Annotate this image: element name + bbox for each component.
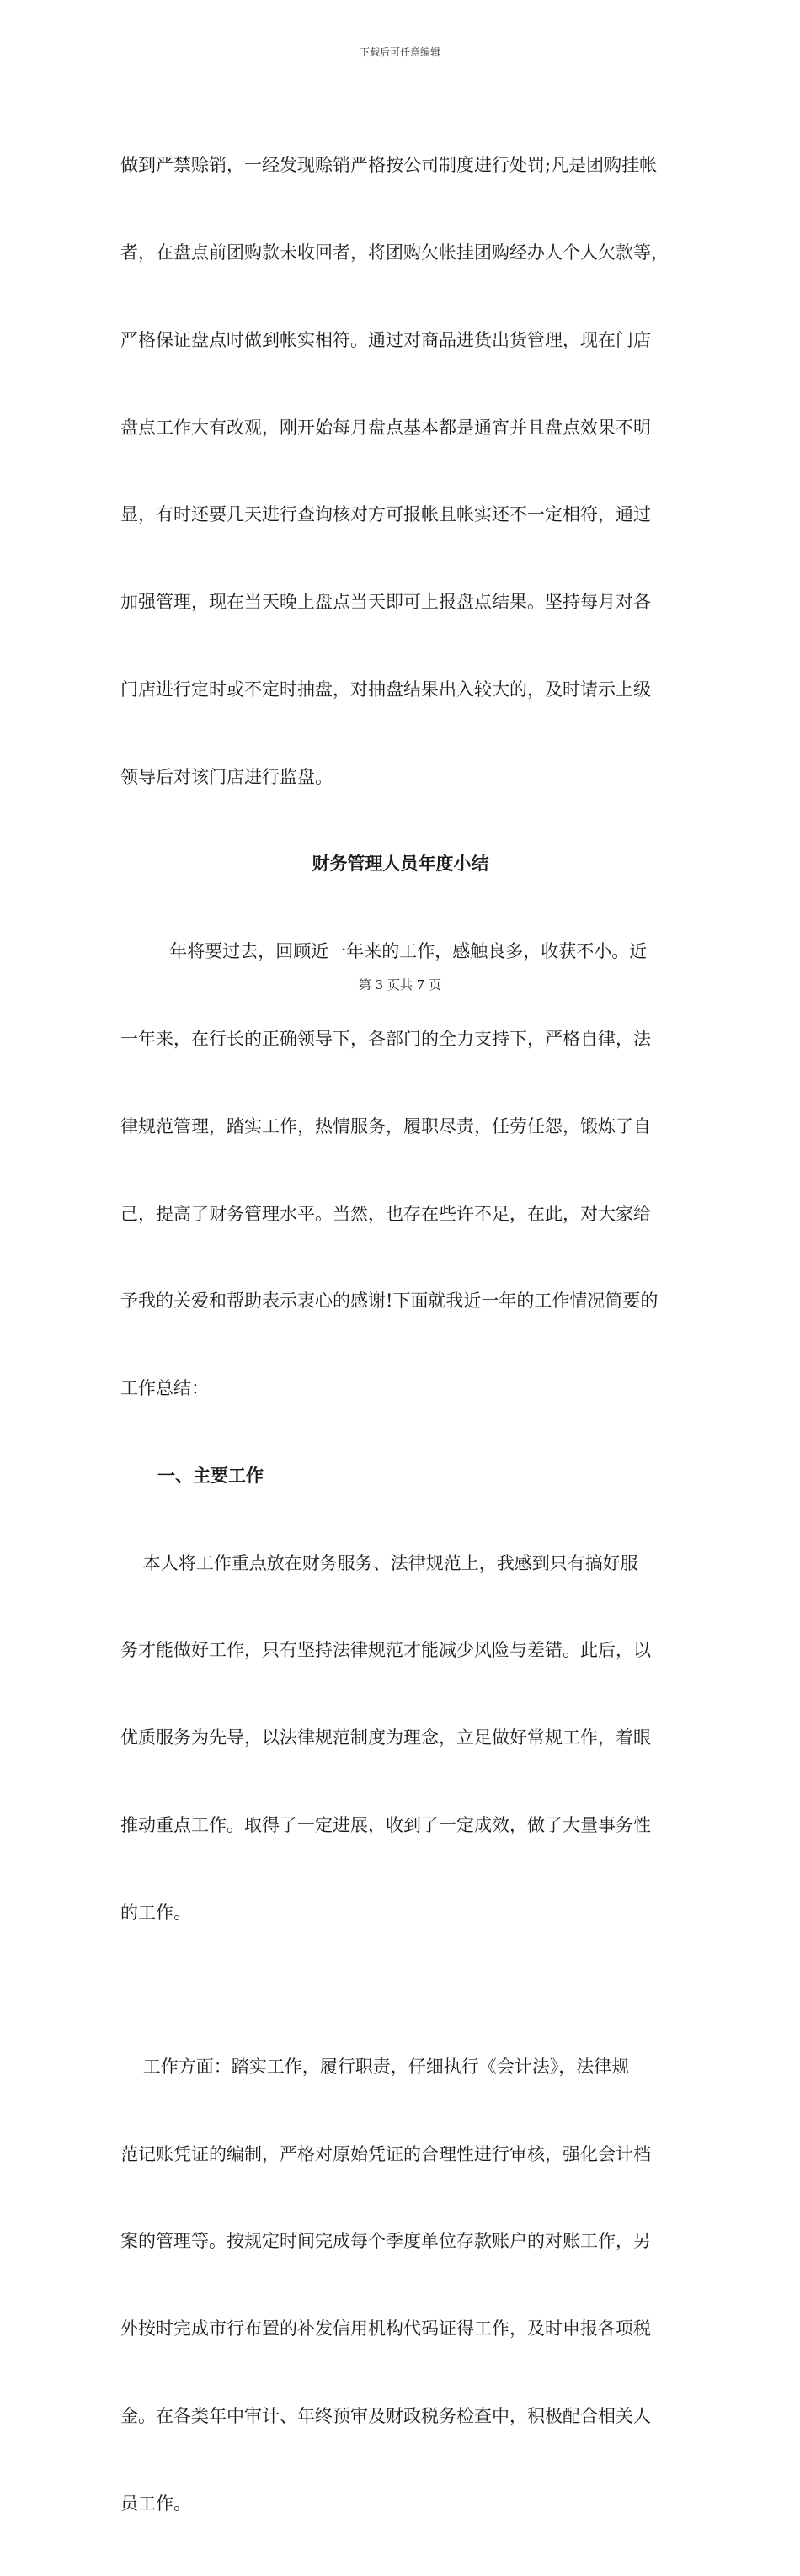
text-line: 优质服务为先导，以法律规范制度为理念，立足做好常规工作，着眼 bbox=[120, 1727, 651, 1748]
text-line: 工作总结： bbox=[120, 1378, 209, 1399]
text-line: 者，在盘点前团购款未收回者，将团购欠帐挂团购经办人个人欠款等， bbox=[120, 242, 669, 263]
document-body bbox=[120, 93, 680, 2576]
text-line: ___年将要过去，回顾近一年来的工作，感触良多，收获不小。近 bbox=[120, 941, 648, 962]
text-line: 律规范管理，踏实工作，热情服务，履职尽责，任劳任怨，锻炼了自 bbox=[120, 1115, 651, 1136]
text-line: 外按时完成市行布置的补发信用机构代码证得工作，及时申报各项税 bbox=[120, 2318, 651, 2339]
text-line: 推动重点工作。取得了一定进展，收到了一定成效，做了大量事务性 bbox=[120, 1815, 651, 1836]
text-line: 一年来，在行长的正确领导下，各部门的全力支持下，严格自律，法 bbox=[120, 1029, 651, 1049]
text-line: 员工作。 bbox=[120, 2493, 191, 2514]
text-line: 本人将工作重点放在财务服务、法律规范上，我感到只有搞好服 bbox=[120, 1552, 638, 1573]
text-line: 做到严禁赊销，一经发现赊销严格按公司制度进行处罚;凡是团购挂帐 bbox=[120, 155, 658, 176]
text-line: 显，有时还要几天进行查询核对方可报帐且帐实还不一定相符，通过 bbox=[120, 504, 651, 525]
text-line: 领导后对该门店进行监盘。 bbox=[120, 766, 333, 787]
text-line: 范记账凭证的编制，严格对原始凭证的合理性进行审核，强化会计档 bbox=[120, 2143, 651, 2164]
text-line: 务才能做好工作，只有坚持法律规范才能减少风险与差错。此后，以 bbox=[120, 1640, 651, 1661]
text-line: 金。在各类年中审计、年终预审及财政税务检查中，积极配合相关人 bbox=[120, 2405, 651, 2426]
text-line: 严格保证盘点时做到帐实相符。通过对商品进货出货管理，现在门店 bbox=[120, 329, 651, 350]
page-header: 下载后可任意编辑 bbox=[359, 46, 440, 58]
page-footer: 第 3 页共 7 页 bbox=[358, 977, 442, 993]
paragraph-main-work bbox=[120, 1491, 680, 1986]
text-line: 己，提高了财务管理水平。当然，也存在些许不足，在此，对大家给 bbox=[120, 1203, 651, 1224]
section-heading: 一、主要工作 bbox=[157, 1464, 264, 1486]
text-line: 工作方面：踏实工作，履行职责，仔细执行《会计法》，法律规 bbox=[120, 2056, 630, 2077]
text-line: 加强管理，现在当天晚上盘点当天即可上报盘点结果。坚持每月对各 bbox=[120, 592, 651, 613]
text-line: 的工作。 bbox=[120, 1902, 191, 1923]
document-title: 财务管理人员年度小结 bbox=[312, 853, 489, 875]
paragraph-inventory bbox=[120, 93, 680, 849]
text-line: 盘点工作大有改观，刚开始每月盘点基本都是通宵并且盘点效果不明 bbox=[120, 417, 651, 438]
text-line: 予我的关爱和帮助表示衷心的感谢!下面就我近一年的工作情况简要的 bbox=[120, 1291, 659, 1312]
text-line: 案的管理等。按规定时间完成每个季度单位存款账户的对账工作，另 bbox=[120, 2231, 651, 2252]
paragraph-work-aspects bbox=[120, 1994, 680, 2576]
paragraph-intro bbox=[120, 879, 680, 1461]
text-line: 门店进行定时或不定时抽盘，对抽盘结果出入较大的，及时请示上级 bbox=[120, 679, 651, 700]
